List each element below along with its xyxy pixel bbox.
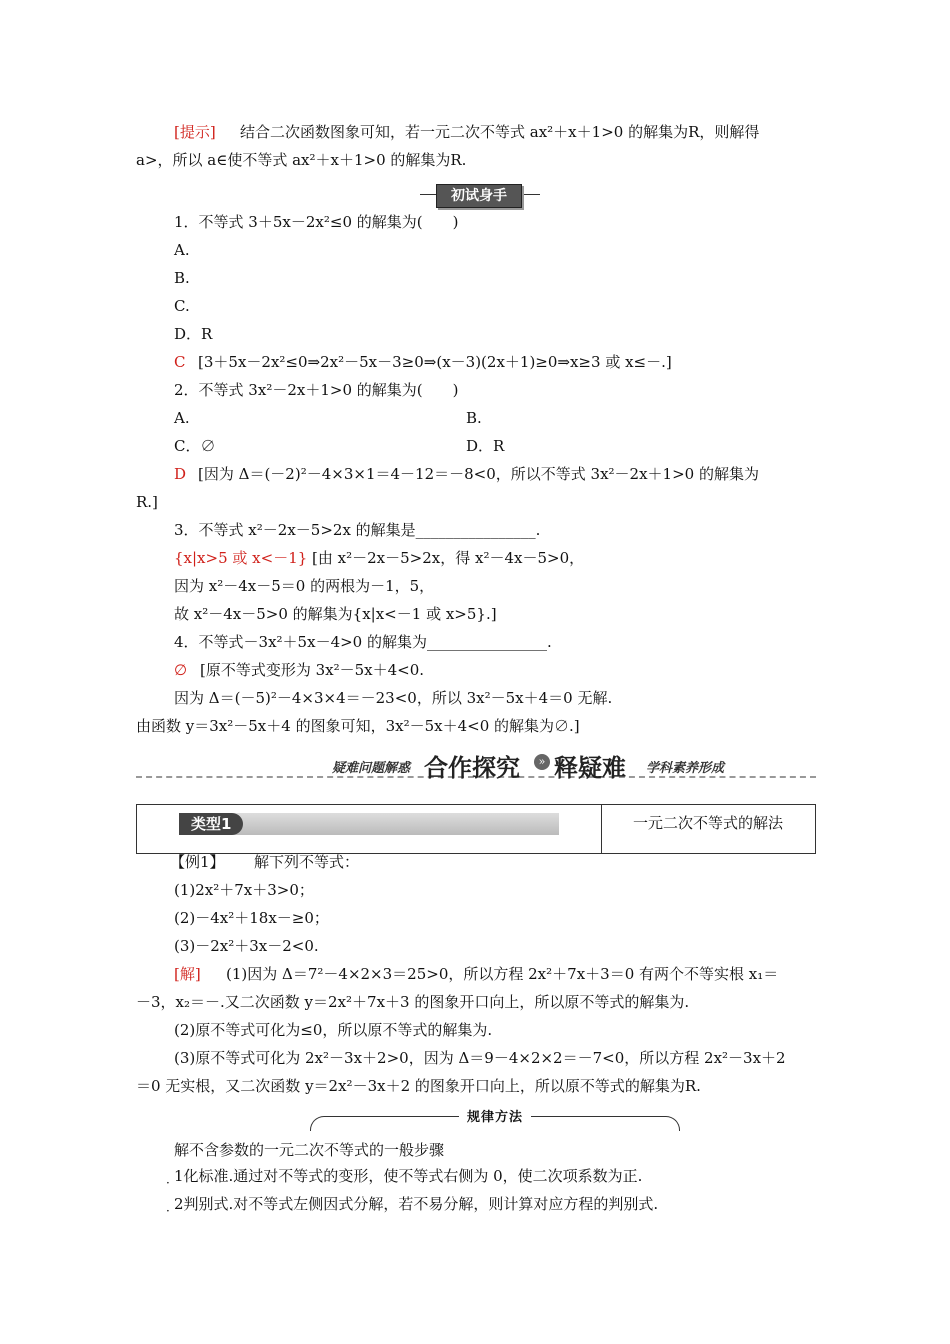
banner-main-text-2: 释疑难 xyxy=(554,754,626,782)
q3-solution-line1: [由 x²－2x－5>2x，得 x²－4x－5>0， xyxy=(312,549,585,567)
q1-option-c: C. xyxy=(174,297,190,315)
q1-stem: 1．不等式 3＋5x－2x²≤0 的解集为( ) xyxy=(174,213,459,231)
type-header-box xyxy=(136,804,816,854)
bullet-dot: · xyxy=(166,1204,170,1218)
hint-line1: 结合二次函数图象可知，若一元二次不等式 ax²＋x＋1>0 的解集为R，则解得 xyxy=(240,123,760,141)
method-step-2: 2判别式.对不等式左侧因式分解，若不易分解，则计算对应方程的判别式. xyxy=(174,1195,659,1213)
example-label: 【例1】 xyxy=(170,853,225,871)
solution-1a: (1)因为 Δ＝7²－4×2×3＝25>0，所以方程 2x²＋7x＋3＝0 有两个不等实根 x₁＝ xyxy=(226,965,779,983)
method-step-1: 1化标准.通过对不等式的变形，使不等式右侧为 0，使二次项系数为正. xyxy=(174,1167,643,1185)
section-banner-trial xyxy=(420,184,540,206)
type-tag xyxy=(179,813,559,835)
q4-solution-line2: 因为 Δ＝(－5)²－4×3×4＝－23<0，所以 3x²－5x＋4＝0 无解. xyxy=(174,689,613,707)
q3-stem: 3．不等式 x²－2x－5>2x 的解集是________________. xyxy=(174,521,541,539)
method-label: 规律方法 xyxy=(459,1106,531,1125)
q2-answer: D xyxy=(174,465,187,483)
banner-left-text: 疑难问题解惑 xyxy=(332,761,411,776)
q4-stem: 4．不等式－3x²＋5x－4>0 的解集为________________. xyxy=(174,633,552,651)
bullet-dot: · xyxy=(166,1176,170,1190)
example-part-1: (1)2x²＋7x＋3>0； xyxy=(174,881,314,899)
q3-solution-line3: 故 x²－4x－5>0 的解集为{x|x<－1 或 x>5}.] xyxy=(174,605,497,623)
example-part-3: (3)－2x²＋3x－2<0. xyxy=(174,937,319,955)
q2-solution-line1: [因为 Δ＝(－2)²－4×3×1＝4－12＝－8<0，所以不等式 3x²－2x＋1>0 的解集为 xyxy=(198,465,759,483)
banner-main-text: 合作探究 xyxy=(424,754,520,782)
q4-solution-line3: 由函数 y＝3x²－5x＋4 的图象可知，3x²－5x＋4<0 的解集为∅.] xyxy=(136,717,580,735)
q2-option-a: A. xyxy=(174,409,190,427)
example-stem: 解下列不等式： xyxy=(254,853,360,871)
solution-3a: (3)原不等式可化为 2x²－3x＋2>0，因为 Δ＝9－4×2×2＝－7<0，所以方程 2x²－3x＋2 xyxy=(174,1049,786,1067)
example-part-2: (2)－4x²＋18x－≥0； xyxy=(174,909,329,927)
q2-option-b: B. xyxy=(466,409,482,427)
q2-option-c: C．∅ xyxy=(174,437,216,455)
q1-option-d: D．R xyxy=(174,325,213,343)
q4-answer: ∅ xyxy=(174,661,188,679)
solution-label: [解] xyxy=(174,965,201,983)
solution-1b: －3，x₂＝－.又二次函数 y＝2x²＋7x＋3 的图象开口向上，所以原不等式的解集为. xyxy=(136,993,690,1011)
q2-solution-line2: R.] xyxy=(136,493,158,511)
hint-line2: a>，所以 a∈使不等式 ax²＋x＋1>0 的解集为R. xyxy=(136,151,467,169)
section-title: 初试身手 xyxy=(436,184,522,208)
type-title: 一元二次不等式的解法 xyxy=(632,814,783,832)
method-intro: 解不含参数的一元二次不等式的一般步骤 xyxy=(174,1141,445,1159)
banner-right-text: 学科素养形成 xyxy=(646,761,725,776)
method-banner xyxy=(310,1106,680,1130)
q1-answer: C xyxy=(174,353,186,371)
q1-solution: [3＋5x－2x²≤0⇒2x²－5x－3≥0⇒(x－3)(2x＋1)≥0⇒x≥3 或 x≤－.] xyxy=(198,353,672,371)
solution-2: (2)原不等式可化为≤0，所以原不等式的解集为. xyxy=(174,1021,493,1039)
hint-label: [提示] xyxy=(174,123,216,141)
solution-3b: ＝0 无实根，又二次函数 y＝2x²－3x＋2 的图象开口向上，所以原不等式的解集为R. xyxy=(136,1077,701,1095)
chevron-right-icon: » xyxy=(534,754,550,770)
q1-option-b: B. xyxy=(174,269,190,287)
q2-option-d: D．R xyxy=(466,437,505,455)
q3-answer: {x|x>5 或 x<－1} xyxy=(174,549,308,567)
q1-option-a: A. xyxy=(174,241,190,259)
q3-solution-line2: 因为 x²－4x－5＝0 的两根为－1，5， xyxy=(174,577,435,595)
section-banner-explore xyxy=(136,748,816,780)
q4-solution-line1: [原不等式变形为 3x²－5x＋4<0. xyxy=(200,661,425,679)
type-tag-label: 类型1 xyxy=(179,813,243,835)
q2-stem: 2．不等式 3x²－2x＋1>0 的解集为( ) xyxy=(174,381,459,399)
